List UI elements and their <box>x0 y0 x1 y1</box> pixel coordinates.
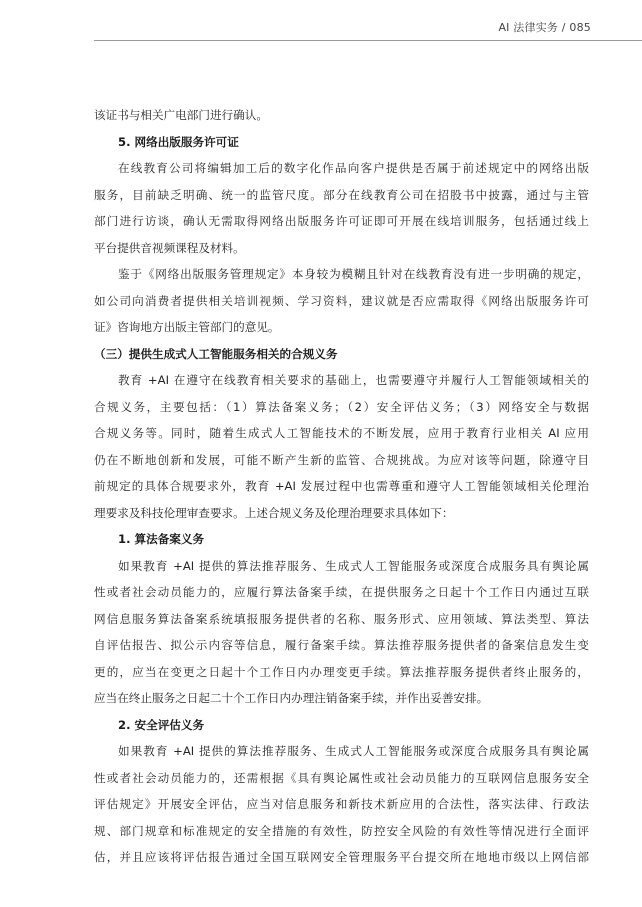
paragraph-line: 理要求及科技伦理审查要求。上述合规义务及伦理治理要求具体如下： <box>94 505 454 520</box>
paragraph-line: 该证书与相关广电部门进行确认。 <box>94 108 268 122</box>
header-divider <box>94 40 642 41</box>
paragraph-line: 如公司向消费者提供相关培训视频、学习资料，建议就是否应需取得《网络出版服务许可 <box>94 293 589 308</box>
paragraph-line: 合规义务，主要包括：（1）算法备案义务；（2）安全评估义务；（3）网络安全与数据 <box>94 399 589 414</box>
paragraph-line: 网信息服务算法备案系统填报服务提供者的名称、服务形式、应用领域、算法类型、算法 <box>94 611 589 626</box>
paragraph-line: 仍在不断地创新和发展，可能不断产生新的监管、合规挑战。为应对该等问题，除遵守目 <box>94 452 589 467</box>
page-body <box>94 102 589 871</box>
paragraph-line: 规、部门规章和标准规定的安全措施的有效性，防控安全风险的有效性等情况进行全面评 <box>94 823 589 838</box>
paragraph-line: 性或者社会动员能力的，应履行算法备案手续，在提供服务之日起十个工作日内通过互联 <box>94 585 589 599</box>
paragraph-line: 合规义务等。同时，随着生成式人工智能技术的不断发展，应用于教育行业相关 AI 应用 <box>94 426 589 440</box>
paragraph-line: 证》咨询地方出版主管部门的意见。 <box>94 320 280 334</box>
paragraph-line: 更的，应当在变更之日起十个工作日内办理变更手续。算法推荐服务提供者终止服务的， <box>94 664 589 679</box>
paragraph-line: 如果教育 +AI 提供的算法推荐服务、生成式人工智能服务或深度合成服务具有舆论属 <box>118 558 589 573</box>
paragraph-line: 鉴于《网络出版服务管理规定》本身较为模糊且针对在线教育没有进一步明确的规定， <box>118 267 589 281</box>
paragraph-line: 在线教育公司将编辑加工后的数字化作品向客户提供是否属于前述规定中的网络出版 <box>118 161 589 175</box>
paragraph-line: 前规定的具体合规要求外，教育 +AI 发展过程中也需尊重和遵守人工智能领域相关伦理治 <box>94 479 589 493</box>
section-heading: 5. 网络出版服务许可证 <box>118 134 239 149</box>
paragraph-line: 估，并且应该将评估报告通过全国互联网安全管理服务平台提交所在地地市级以上网信部 <box>94 850 589 864</box>
paragraph-line: 性或者社会动员能力的，还需根据《具有舆论属性或社会动员能力的互联网信息服务安全 <box>94 770 589 785</box>
paragraph-line: 应当在终止服务之日起二十个工作日内办理注销备案手续，并作出妥善安排。 <box>94 691 489 705</box>
section-heading: 2. 安全评估义务 <box>118 717 205 732</box>
section-heading: 1. 算法备案义务 <box>118 532 205 546</box>
paragraph-line: 自评估报告、拟公示内容等信息，履行备案手续。算法推荐服务提供者的备案信息发生变 <box>94 638 589 652</box>
paragraph-line: 教育 +AI 在遵守在线教育相关要求的基础上，也需要遵守并履行人工智能领域相关的 <box>118 373 589 387</box>
section-heading: （三）提供生成式人工智能服务相关的合规义务 <box>94 346 338 361</box>
paragraph-line: 服务，目前缺乏明确、统一的监管尺度。部分在线教育公司在招股书中披露，通过与主管 <box>94 187 589 202</box>
paragraph-line: 部门进行访谈，确认无需取得网络出版服务许可证即可开展在线培训服务，包括通过线上 <box>94 214 589 228</box>
paragraph-line: 平台提供音视频课程及材料。 <box>94 240 245 255</box>
paragraph-line: 如果教育 +AI 提供的算法推荐服务、生成式人工智能服务或深度合成服务具有舆论属 <box>118 744 589 758</box>
paragraph-line: 评估规定》开展安全评估，应当对信息服务和新技术新应用的合法性，落实法律、行政法 <box>94 797 589 811</box>
running-header: AI 法律实务 / 085 <box>498 21 591 34</box>
